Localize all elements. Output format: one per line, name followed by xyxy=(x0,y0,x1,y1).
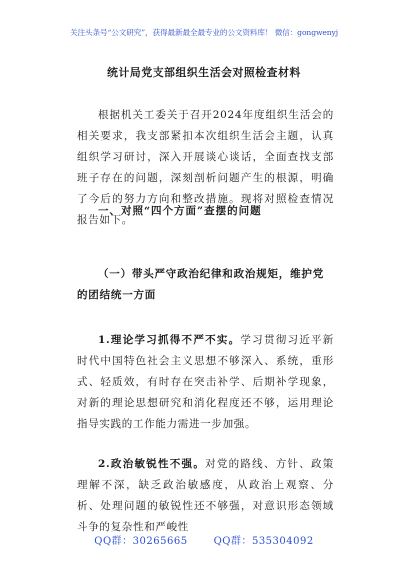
document-title: 统计局党支部组织生活会对照检查材料 xyxy=(107,66,301,79)
subsection-heading: （一）带头严守政治纪律和政治规矩，维护党的团结统一方面 xyxy=(77,268,324,301)
footer-qq-group-1: QQ群：30265665 xyxy=(94,536,188,547)
item-2-text: 对党的路线、方针、政策理解不深，缺乏政治敏感度，从政治上观察、分析、处理问题的敏锐性还不够强，对意识形态领域斗争的复杂性和严峻性 xyxy=(77,458,334,533)
footer-qq-group-2: QQ群：535304092 xyxy=(213,536,314,547)
section-heading: 一、对照“四个方面”查摆的问题 xyxy=(98,205,262,217)
footer-contact xyxy=(0,532,408,547)
item-1-text: 学习贯彻习近平新时代中国特色社会主义思想不够深入、系统，重形式、轻质效，有时存在突击补学、后期补学现象，对新的理论思想研究和消化程度还不够，运用理论指导实践的工作能力需进一步加强。 xyxy=(77,334,334,430)
item-1-paragraph xyxy=(77,330,334,435)
item-2-label: 2.政治敏锐性不强。 xyxy=(98,458,206,470)
item-2-paragraph xyxy=(77,454,334,538)
item-1-label: 1.理论学习抓得不严不实。 xyxy=(98,334,241,346)
header-banner: 关注头条号“公文研究”，获得最新最全最专业的公文资料库！ 微信：gongwenyj xyxy=(69,28,338,37)
intro-paragraph: 根据机关工委关于召开2024年度组织生活会的相关要求，我支部紧扣本次组织生活会主题，认真组织学习研讨，深入开展谈心谈话，全面查找支部班子存在的问题，深刻剖析问题产生的根源，明确了今后的努力方向和整改措施。现将对照检查情况报告如下。 xyxy=(77,109,334,226)
